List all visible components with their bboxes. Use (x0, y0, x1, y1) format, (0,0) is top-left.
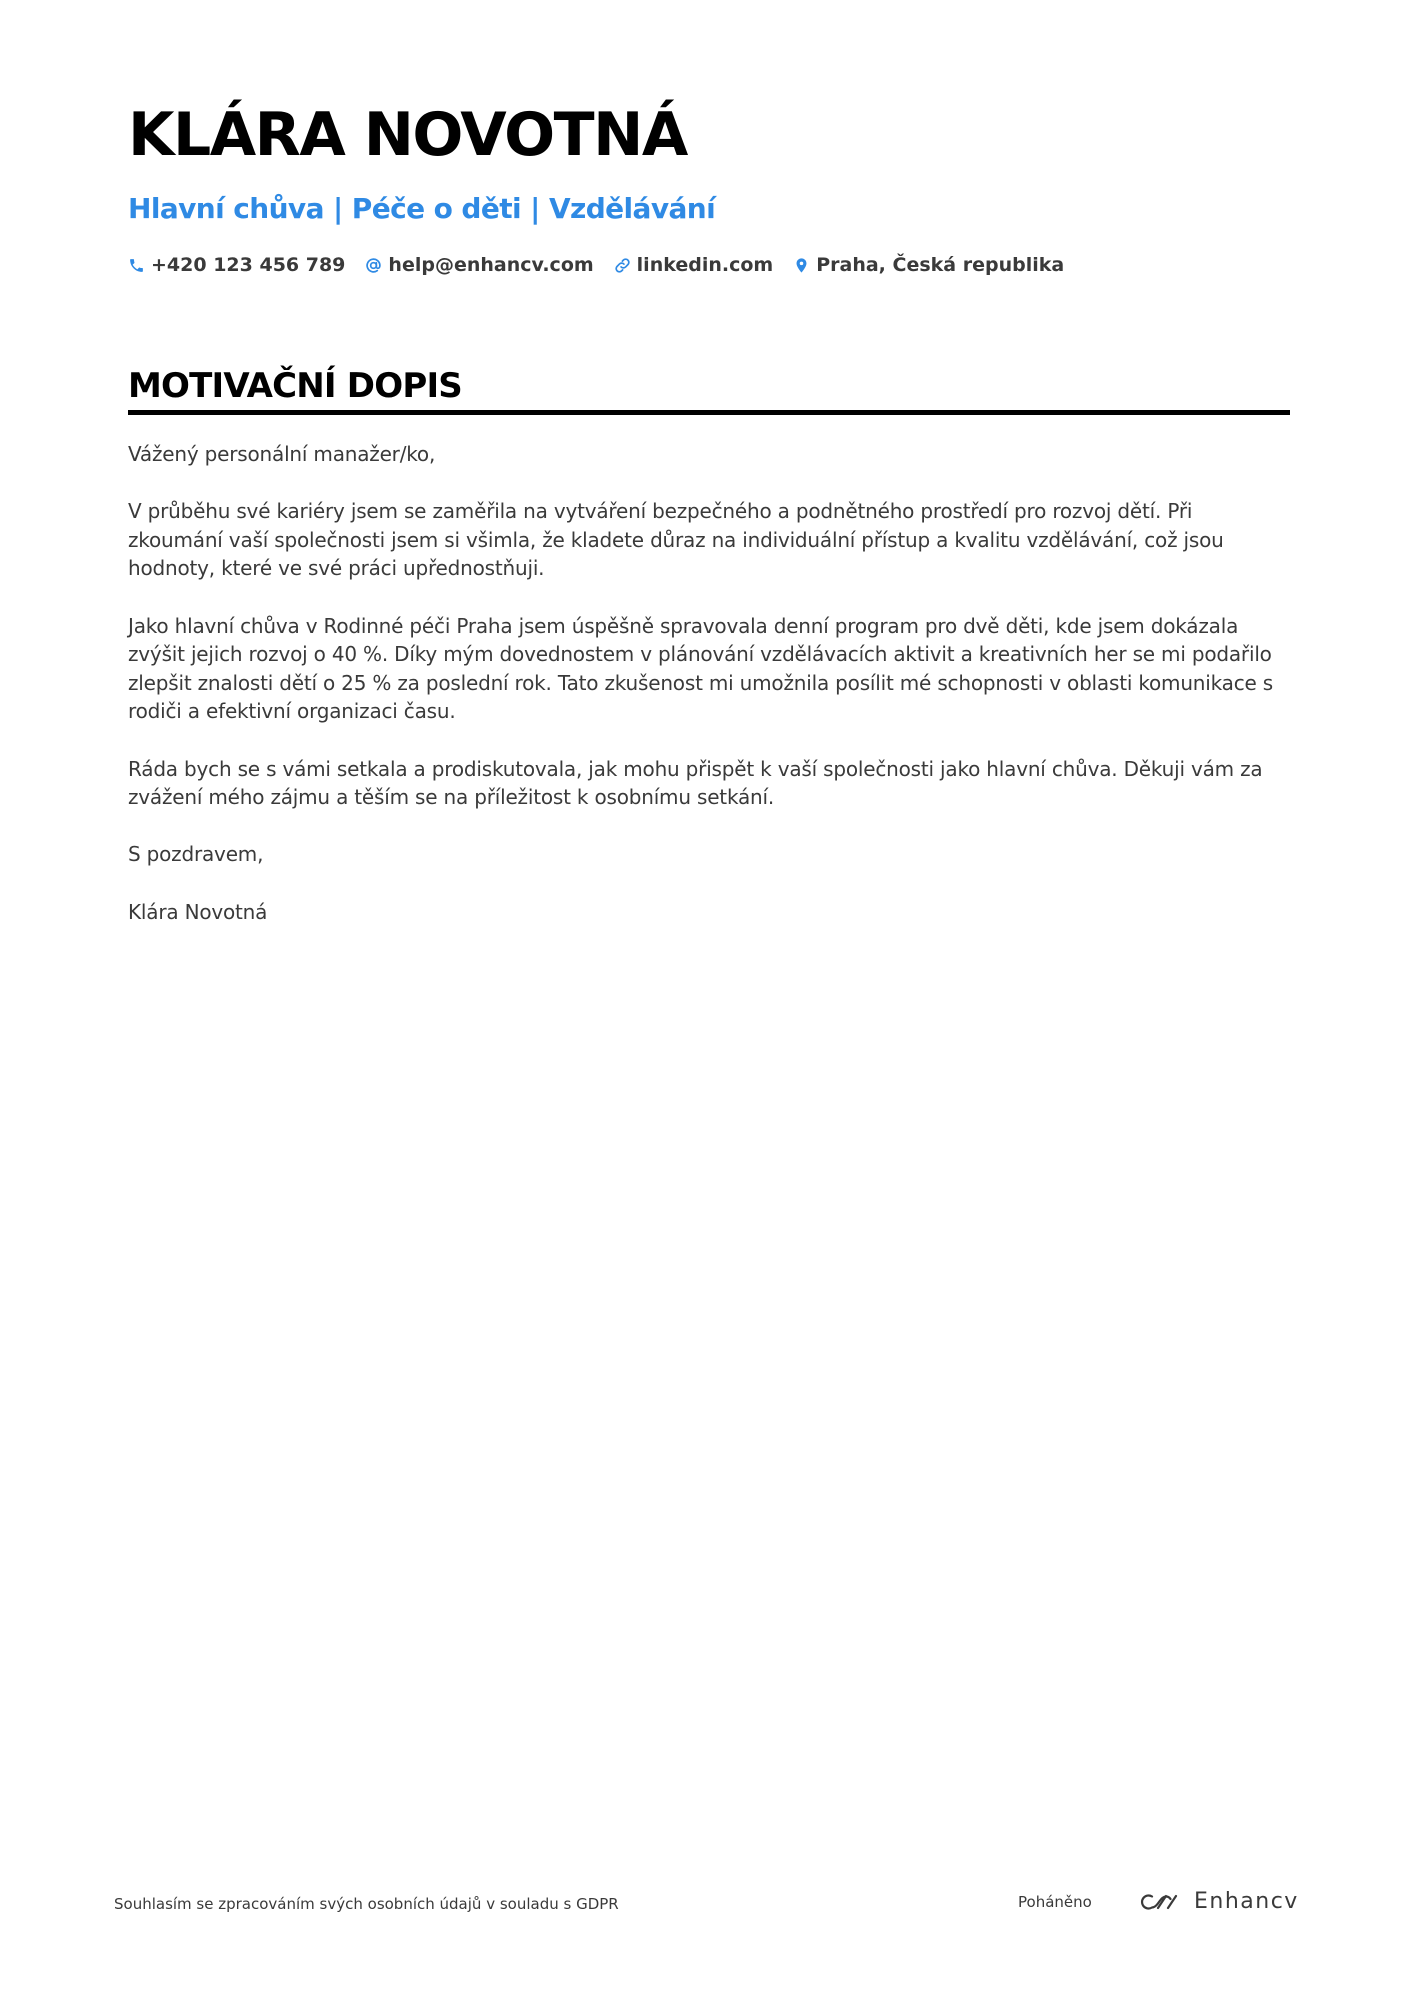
letter-signature: Klára Novotná (128, 899, 268, 924)
contact-location (793, 254, 1064, 276)
phone-icon (128, 257, 145, 274)
enhancv-logo-icon (1138, 1890, 1184, 1914)
contact-location-text: Praha, Česká republika (816, 254, 1065, 276)
at-icon (365, 257, 382, 274)
section-title: MOTIVAČNÍ DOPIS (128, 366, 462, 406)
letter-salutation: Vážený personální manažer/ko, (128, 442, 436, 466)
contact-phone-text: +420 123 456 789 (151, 254, 346, 276)
location-pin-icon (793, 257, 810, 274)
applicant-headline: Hlavní chůva | Péče o děti | Vzdělávání (128, 192, 716, 225)
contact-email-text[interactable]: help@enhancv.com (388, 254, 594, 276)
letter-closing: S pozdravem, (128, 842, 264, 867)
contact-linkedin (614, 254, 774, 276)
contact-bar (128, 254, 1064, 276)
letter-paragraph: V průběhu své kariéry jsem se zaměřila na vytváření bezpečného a podnětného prostředí pro rozvoj dětí. Při zkoumání vaší společnosti jsem si všimla, že kladete důraz na individuální přístup a kvalitu vzdělávání, což jsou hodnoty, které ve své práci upřednostňuji. (128, 499, 1224, 581)
powered-by-label: Poháněno (1018, 1893, 1092, 1911)
letter-paragraph: Jako hlavní chůva v Rodinné péči Praha jsem úspěšně spravovala denní program pro dvě děti, kde jsem dokázala zvýšit jejich rozvoj o 40 %. Díky mým dovednostem v plánování vzdělávacích aktivit a kreativních her se mi podařilo zlepšit znalosti dětí o 25 % za poslední rok. Tato zkušenost mi umožnila posílit mé schopnosti v oblasti komunikace s rodiči a efektivní organizaci času. (128, 613, 1274, 724)
letter-body (128, 440, 1290, 955)
section-divider (128, 410, 1290, 415)
link-icon (614, 257, 631, 274)
gdpr-consent-text: Souhlasím se zpracováním svých osobních údajů v souladu s GDPR (114, 1895, 619, 1913)
enhancv-logo[interactable] (1138, 1889, 1299, 1914)
contact-email (365, 254, 593, 276)
contact-linkedin-text[interactable]: linkedin.com (636, 254, 774, 276)
contact-phone (128, 254, 345, 276)
enhancv-logo-text: Enhancv (1194, 1889, 1299, 1914)
letter-paragraph: Ráda bych se s vámi setkala a prodiskutovala, jak mohu přispět k vaší společnosti jako hlavní chůva. Děkuji vám za zvážení mého zájmu a těším se na příležitost k osobnímu setkání. (128, 756, 1263, 810)
applicant-name: KLÁRA NOVOTNÁ (128, 100, 687, 170)
